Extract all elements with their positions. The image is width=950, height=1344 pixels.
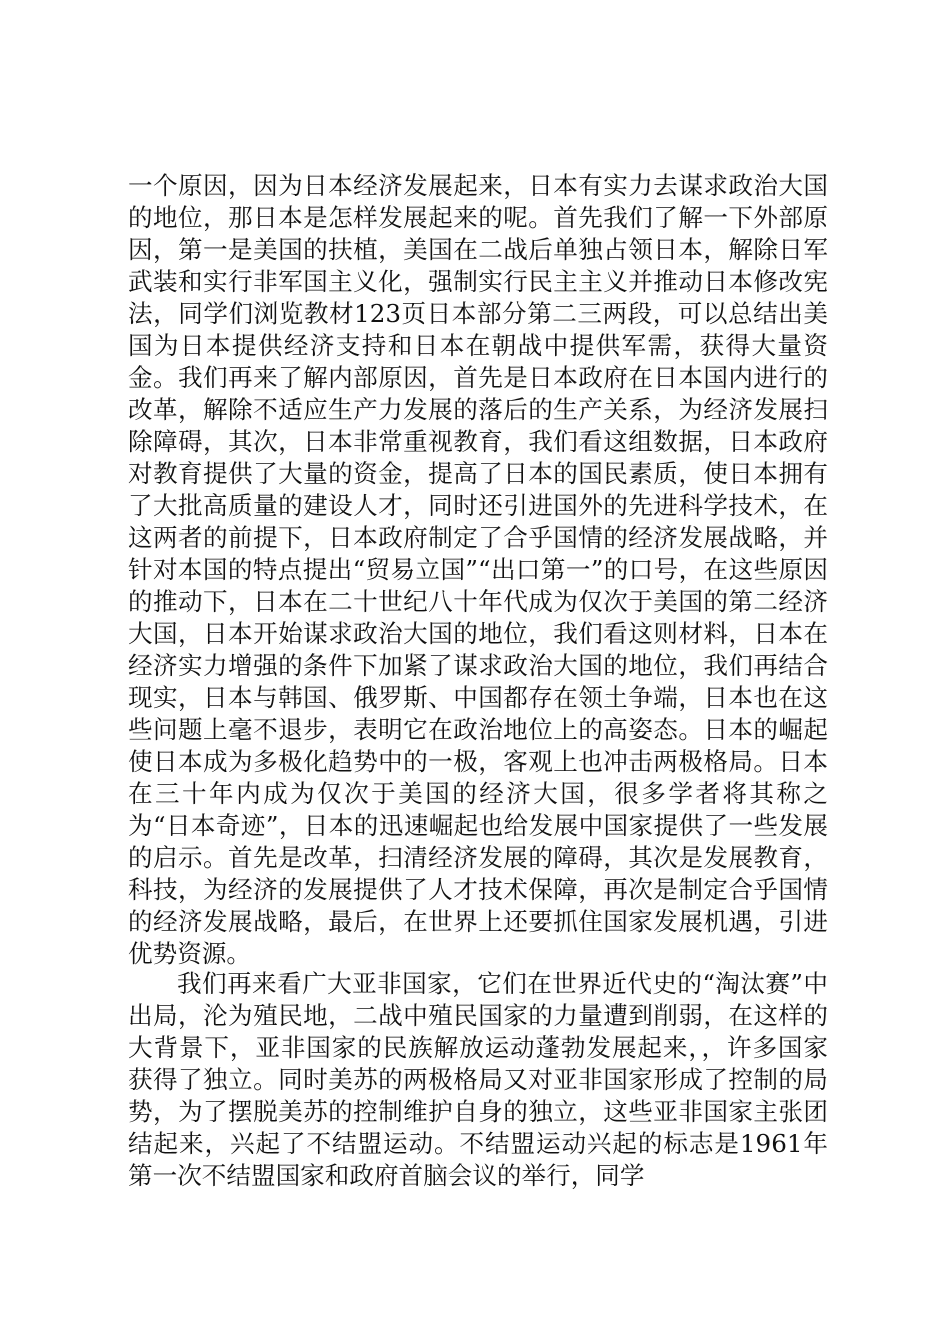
body-paragraph-1: 一个原因，因为日本经济发展起来，日本有实力去谋求政治大国的地位，那日本是怎样发展起来的呢。首先我们了解一下外部原因，第一是美国的扶植，美国在二战后单独占领日本，解除日军武装和实行非军国主义化，强制实行民主主义并推动日本修改宪法，同学们浏览教材123页日本部分第二三两段，可以总结出美国为日本提供经济支持和日本在朝战中提供军需，获得大量资金。我们再来了解内部原因，首先是日本政府在日本国内进行的改革，解除不适应生产力发展的落后的生产关系，为经济发展扫除障碍，其次，日本非常重视教育，我们看这组数据，日本政府对教育提供了大量的资金，提高了日本的国民素质，使日本拥有了大批高质量的建设人才，同时还引进国外的先进科学技术，在这两者的前提下，日本政府制定了合乎国情的经济发展战略，并针对本国的特点提出“贸易立国”“出口第一”的口号，在这些原因的推动下，日本在二十世纪八十年代成为仅次于美国的第二经济大国，日本开始谋求政治大国的地位，我们看这则材料，日本在经济实力增强的条件下加紧了谋求政治大国的地位，我们再结合现实，日本与韩国、俄罗斯、中国都存在领土争端，日本也在这些问题上毫不退步，表明它在政治地位上的高姿态。日本的崛起使日本成为多极化趋势中的一极，客观上也冲击两极格局。日本在三十年内成为仅次于美国的经济大国，很多学者将其称之为“日本奇迹”，日本的迅速崛起也给发展中国家提供了一些发展的启示。首先是改革，扫清经济发展的障碍，其次是发展教育，科技，为经济的发展提供了人才技术保障，再次是制定合乎国情的经济发展战略，最后，在世界上还要抓住国家发展机遇，引进优势资源。 — [128, 171, 828, 968]
body-paragraph-2: 我们再来看广大亚非国家，它们在世界近代史的“淘汰赛”中出局，沦为殖民地，二战中殖民国家的力量遭到削弱，在这样的大背景下，亚非国家的民族解放运动蓬勃发展起来，，许多国家获得了独立。同时美苏的两极格局又对亚非国家形成了控制的局势，为了摆脱美苏的控制维护自身的独立，这些亚非国家主张团结起来，兴起了不结盟运动。不结盟运动兴起的标志是1961年第一次不结盟国家和政府首脑会议的举行，同学 — [128, 969, 828, 1190]
